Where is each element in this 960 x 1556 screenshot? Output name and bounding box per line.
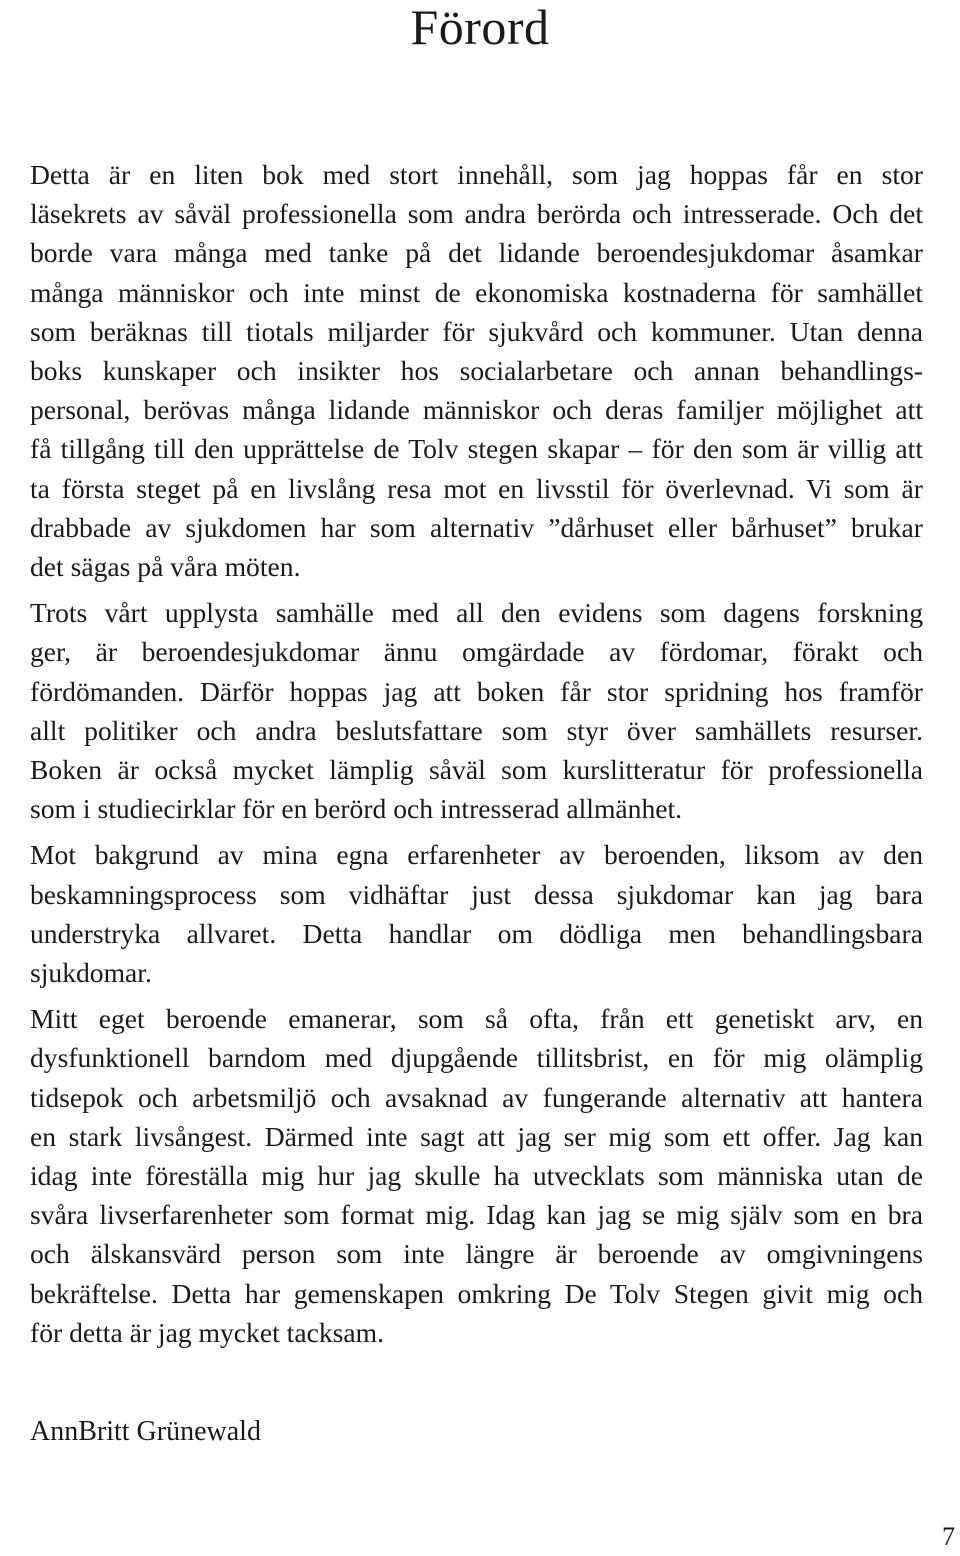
text-line: och älskansvärd person som inte längre är beroende av omgivningens: [30, 1238, 923, 1270]
text-line: läsekrets av såväl professionella som andra berörda och intresserade. Och det: [30, 198, 923, 230]
text-line: boks kunskaper och insikter hos socialarbetare och annan behandlings-: [30, 355, 923, 387]
text-line: det sägas på våra möten.: [30, 551, 301, 583]
text-line: drabbade av sjukdomen har som alternativ ”dårhuset eller bårhuset” brukar: [30, 511, 923, 543]
text-line: Mitt eget beroende emanerar, som så ofta, från ett genetiskt arv, en: [30, 1003, 923, 1035]
text-line: ta första steget på en livslång resa mot en livsstil för överlevnad. Vi som är: [30, 472, 923, 504]
text-line: idag inte föreställa mig hur jag skulle ha utvecklats som människa utan de: [30, 1160, 923, 1192]
text-line: Detta är en liten bok med stort innehåll, som jag hoppas får en stor: [30, 159, 923, 190]
text-line: tidsepok och arbetsmiljö och avsaknad av fungerande alternativ att hantera: [30, 1081, 923, 1113]
text-line: fördömanden. Därför hoppas jag att boken får stor spridning hos framför: [30, 675, 923, 707]
body-text: [5, 155, 923, 1359]
text-line: många människor och inte minst de ekonomiska kostnaderna för samhället: [30, 276, 923, 308]
text-line: som i studiecirklar för en berörd och intresserad allmänhet.: [30, 793, 683, 825]
text-line: borde vara många med tanke på det lidande beroendesjukdomar åsamkar: [30, 237, 923, 269]
text-line: understryka allvaret. Detta handlar om dödliga men behandlingsbara: [30, 917, 923, 949]
paragraph: [5, 999, 923, 1352]
text-line: beskamningsprocess som vidhäftar just dessa sjukdomar kan jag bara: [30, 878, 923, 910]
text-line: Boken är också mycket lämplig såväl som kurslitteratur för professionella: [30, 754, 923, 786]
text-line: få tillgång till den upprättelse de Tolv stegen skapar – för den som är villig att: [30, 433, 923, 465]
text-line: Trots vårt upplysta samhälle med all den evidens som dagens forskning: [30, 597, 923, 629]
text-line: svåra livserfarenheter som format mig. Idag kan jag se mig själv som en bra: [30, 1199, 923, 1231]
text-line: personal, berövas många lidande människor och deras familjer möjlighet att: [30, 394, 923, 426]
text-line: en stark livsångest. Därmed inte sagt att jag ser mig som ett offer. Jag kan: [30, 1120, 923, 1152]
text-line: Mot bakgrund av mina egna erfarenheter av beroenden, liksom av den: [30, 839, 923, 871]
page-title: Förord: [410, 0, 550, 55]
paragraph: [5, 155, 923, 586]
page-number: 7: [942, 1522, 955, 1551]
text-line: för detta är jag mycket tacksam.: [30, 1316, 384, 1348]
text-line: allt politiker och andra beslutsfattare som styr över samhällets resurser.: [30, 714, 923, 746]
paragraph: [5, 593, 923, 828]
text-line: som beräknas till tiotals miljarder för sjukvård och kommuner. Utan denna: [30, 315, 923, 347]
author-signature: AnnBritt Grünewald: [30, 1416, 261, 1447]
paragraph: [5, 835, 923, 992]
text-line: sjukdomar.: [30, 957, 152, 989]
text-line: bekräftelse. Detta har gemenskapen omkring De Tolv Stegen givit mig och: [30, 1277, 923, 1309]
text-line: dysfunktionell barndom med djupgående tillitsbrist, en för mig olämplig: [30, 1042, 923, 1074]
text-line: ger, är beroendesjukdomar ännu omgärdade av fördomar, förakt och: [30, 636, 923, 668]
